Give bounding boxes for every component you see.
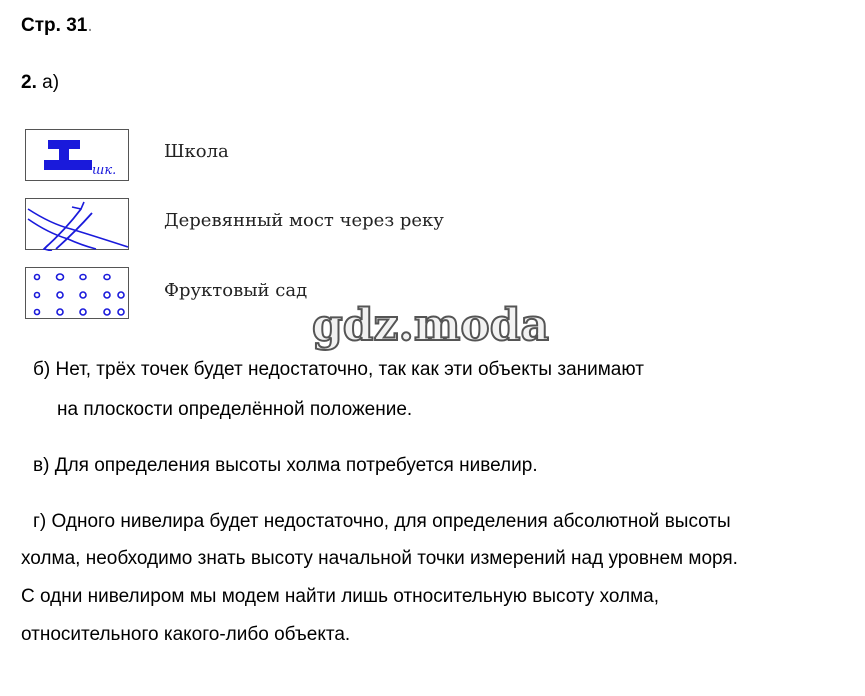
answer-g-line2: холма, необходимо знать высоту начальной точки измерений над уровнем моря. (21, 548, 738, 569)
school-map-symbol-icon (25, 129, 129, 181)
legend-label-orchard: Фруктовый сад (164, 280, 308, 301)
wooden-bridge-map-symbol-icon (25, 198, 129, 250)
answer-g-line3: С одни нивелиром мы модем найти лишь относительную высоту холма, (21, 586, 660, 607)
school-symbol-text: шк. (92, 163, 117, 178)
answer-g-line1: г) Одного нивелира будет недостаточно, для определения абсолютной высоты (33, 511, 731, 532)
page-title: Стр. 31. (21, 15, 93, 36)
legend-label-bridge: Деревянный мост через реку (164, 210, 444, 231)
answer-g-line4: относительного какого-либо объекта. (21, 624, 351, 645)
answer-b-line2: на плоскости определённой положение. (57, 399, 413, 420)
answer-b-line1: б) Нет, трёх точек будет недостаточно, так как эти объекты занимают (33, 359, 644, 380)
answer-v-line1: в) Для определения высоты холма потребуется нивелир. (33, 455, 538, 476)
task-label (21, 72, 59, 94)
watermark: gdz.moda (312, 300, 550, 351)
orchard-map-symbol-icon (25, 267, 129, 319)
legend-label-school: Школа (164, 141, 229, 162)
task-number: 2. (21, 72, 37, 93)
task-part: а) (36, 72, 60, 93)
